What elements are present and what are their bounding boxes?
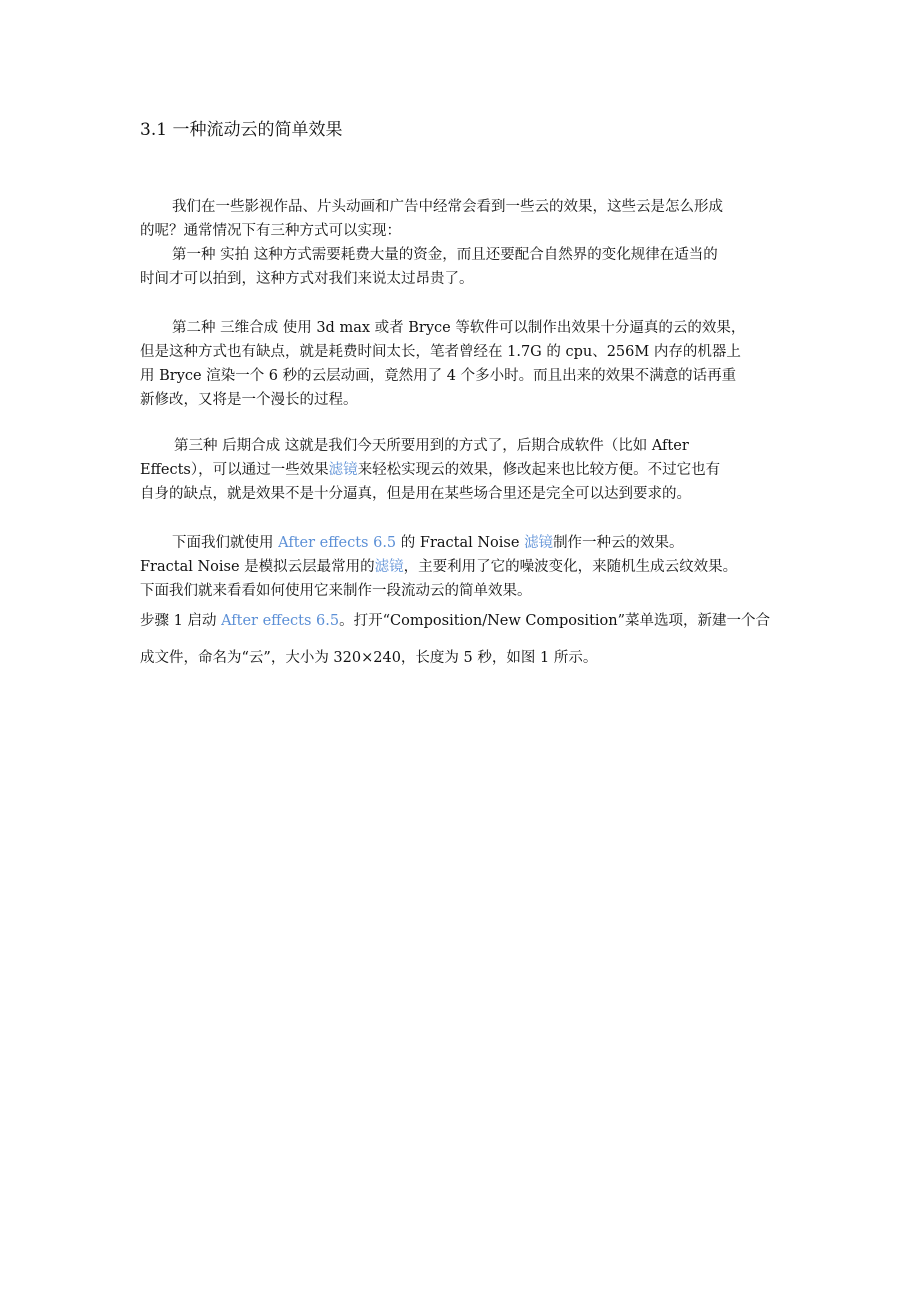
text-line: 第三种 后期合成 这就是我们今天所要用到的方式了，后期合成软件（比如 After: [174, 438, 689, 454]
section-heading: 3.1 一种流动云的简单效果: [140, 120, 343, 140]
text-run: 来轻松实现云的效果，修改起来也比较方便。不过它也有: [357, 462, 721, 478]
text-line: [140, 609, 792, 633]
intro-paragraph: [140, 195, 792, 291]
text-run: Fractal Noise 是模拟云层最常用的: [140, 559, 375, 575]
text-line: 时间才可以拍到，这种方式对我们来说太过昂贵了。: [140, 271, 474, 287]
text-run: 制作一种云的效果。: [553, 535, 684, 551]
text-run: 下面我们就使用: [172, 535, 279, 551]
paragraph-fractal-noise: [140, 531, 792, 603]
text-line: 第一种 实拍 这种方式需要耗费大量的资金，而且还要配合自然界的变化规律在适当的: [172, 247, 718, 263]
text-line: 成文件，命名为“云”，大小为 320×240，长度为 5 秒，如图 1 所示。: [140, 650, 598, 666]
text-run: 步骤 1 启动: [140, 613, 222, 629]
text-run: Effects），可以通过一些效果: [140, 462, 329, 478]
after-effects-link[interactable]: After effects 6.5: [221, 613, 340, 629]
text-run: 。打开“Composition/New Composition”菜单选项，新建一个合: [339, 613, 771, 629]
text-line: 我们在一些影视作品、片头动画和广告中经常会看到一些云的效果，这些云是怎么形成: [172, 199, 723, 215]
filter-link[interactable]: 滤镜: [524, 535, 554, 551]
text-run: ，主要利用了它的噪波变化，来随机生成云纹效果。: [403, 559, 738, 575]
text-line: 下面我们就来看看如何使用它来制作一段流动云的简单效果。: [140, 583, 532, 599]
paragraph-3d-compositing: [140, 316, 792, 412]
paragraph-post-compositing: [140, 434, 792, 506]
filter-link[interactable]: 滤镜: [374, 559, 404, 575]
text-line: 的呢？通常情况下有三种方式可以实现：: [140, 223, 401, 239]
text-line: 但是这种方式也有缺点，就是耗费时间太长，笔者曾经在 1.7G 的 cpu、256M 内存的机器上: [140, 344, 741, 360]
text-line: [140, 555, 792, 579]
after-effects-link[interactable]: After effects 6.5: [278, 535, 397, 551]
text-line: 自身的缺点，就是效果不是十分逼真，但是用在某些场合里还是完全可以达到要求的。: [140, 486, 691, 502]
text-run: 的 Fractal Noise: [396, 535, 525, 551]
text-line: 用 Bryce 渲染一个 6 秒的云层动画，竟然用了 4 个多小时。而且出来的效果不满意的话再重: [140, 368, 737, 384]
text-line: 第二种 三维合成 使用 3d max 或者 Bryce 等软件可以制作出效果十分逼真的云的效果，: [172, 320, 746, 336]
step-1-paragraph: [140, 609, 792, 670]
text-line: [140, 458, 792, 482]
text-line: 新修改，又将是一个漫长的过程。: [140, 392, 358, 408]
text-line: [140, 531, 792, 555]
filter-link[interactable]: 滤镜: [328, 462, 358, 478]
